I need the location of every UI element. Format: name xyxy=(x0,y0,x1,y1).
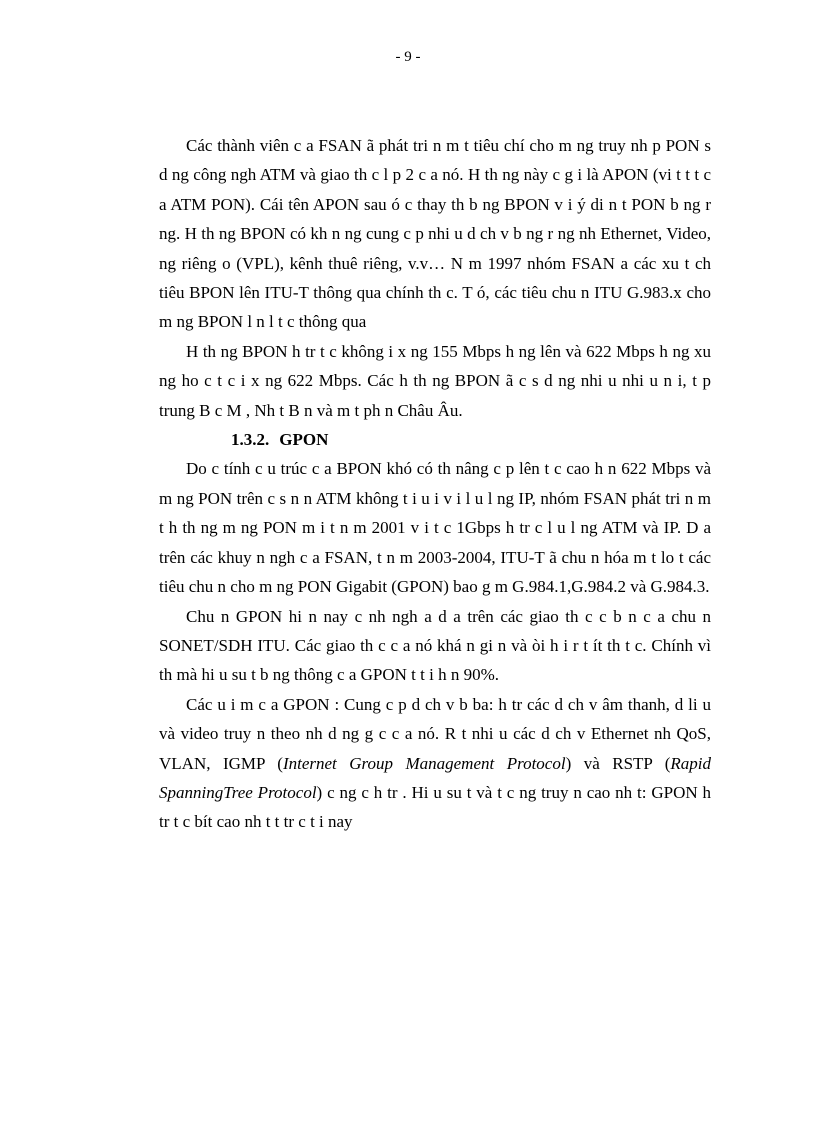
advantages-text-part-1: Các u i m c a GPON : Cung c p d ch v b ba: h tr các d ch v âm thanh, d li u và video truy n theo nh d ng g c c a nó. R t nhi u các d ch v Ethernet nh QoS, VLAN, IGMP ( xyxy=(159,694,711,773)
rstp-expansion: Rapid SpanningTree Protocol xyxy=(159,753,711,802)
section-heading-number: 1.3.2. xyxy=(231,430,270,450)
advantages-text-part-2: ) và RSTP ( xyxy=(565,753,671,773)
paragraph-gpon-origin: Do c tính c u trúc c a BPON khó có th nâng c p lên t c cao h n 622 Mbps và m ng PON trên c s n n ATM không t i u i v i l u l ng IP, nhóm FSAN phát tri n m t h th ng m ng PON m i t n m 2001 v i t c 1Gbps h tr c l u l ng ATM và IP. D a trên các khuy n ngh c a FSAN, t n m 2003-2004, ITU-T ã chu n hóa m t lo t các tiêu chu n cho m ng PON Gigabit (GPON) bao g m G.984.1,G.984.2 và G.984.3. xyxy=(159,459,711,597)
paragraph-bpon-speeds: H th ng BPON h tr t c không i x ng 155 Mbps h ng lên và 622 Mbps h ng xu ng ho c t c i x ng 622 Mbps. Các h th ng BPON ã c s d ng nhi u nhi u n i, t p trung B c M , Nh t B n và m t ph n Châu Âu. xyxy=(159,341,711,420)
paragraph-gpon-advantages xyxy=(159,690,711,837)
section-heading-gpon xyxy=(159,425,711,454)
igmp-expansion: Internet Group Management Protocol xyxy=(282,753,566,773)
advantages-text-part-3: ) c ng c h tr . Hi u su t và t c ng truy n cao nh t: GPON h tr t c bít cao nh t t tr c t i nay xyxy=(159,782,711,832)
paragraph-gpon-standard: Chu n GPON hi n nay c nh ngh a d a trên các giao th c c b n c a chu n SONET/SDH ITU. Các giao th c c a nó khá n gi n và òi h i r t ít th t c. Chính vì th mà hi u su t b ng thông c a GPON t t i h n 90%. xyxy=(159,606,711,685)
paragraph-fsan-apon: Các thành viên c a FSAN ã phát tri n m t tiêu chí cho m ng truy nh p PON s d ng công ngh ATM và giao th c l p 2 c a nó. H th ng này c g i là APON (vi t t t c a ATM PON). Cái tên APON sau ó c thay th b ng BPON v i ý di n t PON b ng r ng. H th ng BPON có kh n ng cung c p nhi u d ch v b ng r ng nh Ethernet, Video, ng riêng o (VPL), kênh thuê riêng, v.v… N m 1997 nhóm FSAN a các xu t ch tiêu BPON lên ITU-T thông qua chính th c. T ó, các tiêu chu n ITU G.983.x cho m ng BPON l n l t c thông qua xyxy=(159,136,711,332)
section-heading-title: GPON xyxy=(279,430,329,450)
page-number: - 9 - xyxy=(395,49,421,65)
document-body xyxy=(159,131,711,837)
